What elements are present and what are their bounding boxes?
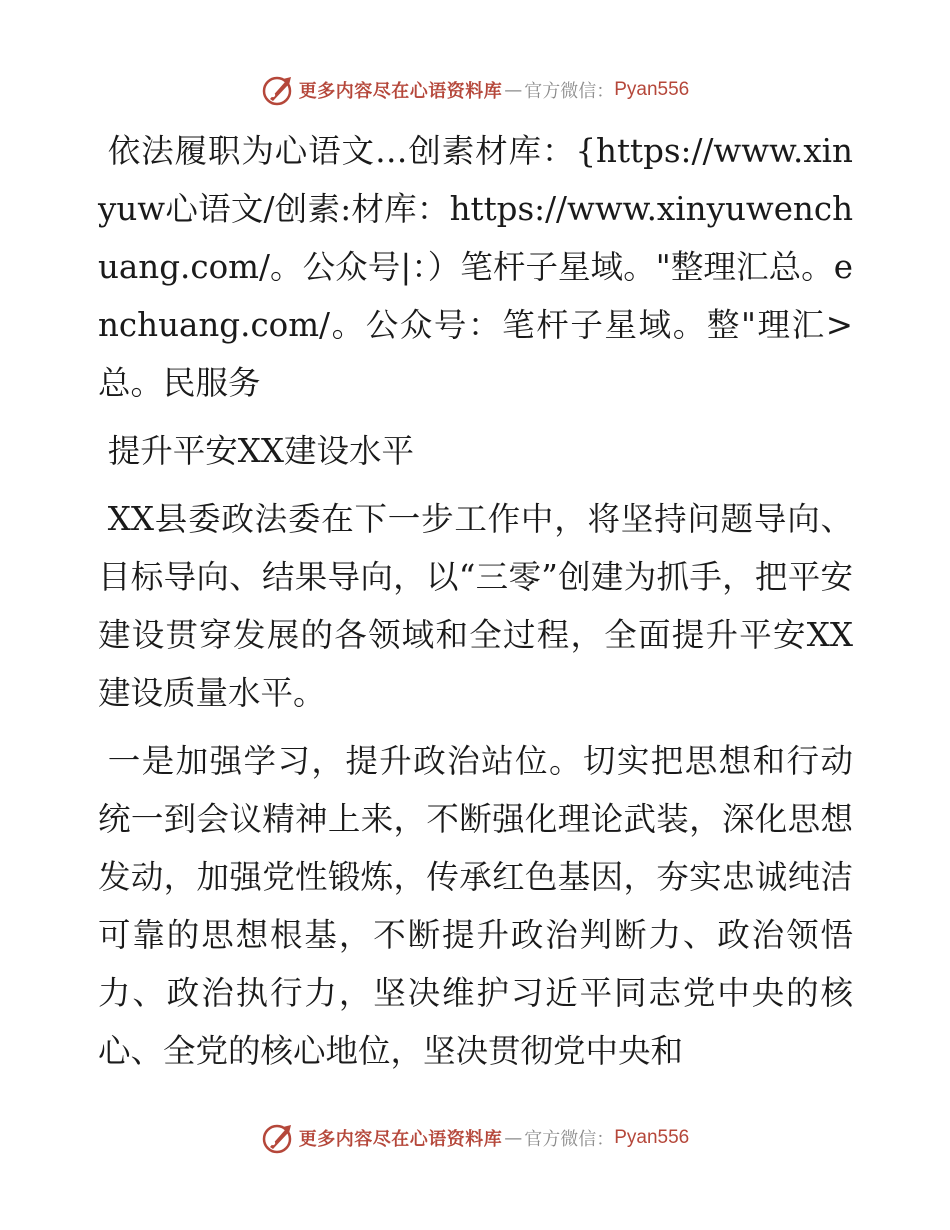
banner-dash: — (504, 79, 523, 101)
quill-logo-icon (261, 1121, 295, 1155)
paragraph-gap (98, 412, 853, 422)
quill-logo-icon (261, 73, 295, 107)
paragraph-1: 依法履职为心语文…创素材库：{https://www.xinyuw心语文/创素:材库：https://www.xinyuwenchuang.com/。公众号|：）笔杆子星域。"整理汇总。enchuang.com/。公众号：笔杆子星域。整"理汇>总。民服务 (98, 132, 853, 402)
banner-brand-text: 更多内容尽在心语资料库 (298, 1129, 503, 1150)
paragraph-3: 一是加强学习，提升政治站位。切实把思想和行动统一到会议精神上来，不断强化理论武装，深化思想发动，加强党性锻炼，传承红色基因，夯实忠诚纯洁可靠的思想根基，不断提升政治判断力、政治领悟力、政治执行力，坚决维护习近平同志党中央的核心、全党的核心地位，坚决贯彻党中央和 (98, 742, 853, 1070)
document-body (98, 122, 853, 1080)
paragraph-gap (98, 480, 853, 490)
banner-brand-text: 更多内容尽在心语资料库 (298, 81, 503, 102)
banner-wechat-id: Pyan556 (614, 1127, 690, 1148)
header-banner (0, 70, 950, 110)
banner-official-label: 官方微信： (524, 81, 615, 102)
banner-wechat-id: Pyan556 (614, 79, 690, 100)
paragraph-gap (98, 722, 853, 732)
paragraph-2: XX县委政法委在下一步工作中，将坚持问题导向、目标导向、结果导向，以“三零”创建为抓手，把平安建设贯穿发展的各领域和全过程，全面提升平安XX建设质量水平。 (98, 500, 853, 712)
footer-banner (0, 1118, 950, 1158)
banner-official-label: 官方微信： (524, 1129, 615, 1150)
banner-dash: — (504, 1127, 523, 1149)
section-heading: 提升平安XX建设水平 (107, 432, 415, 470)
